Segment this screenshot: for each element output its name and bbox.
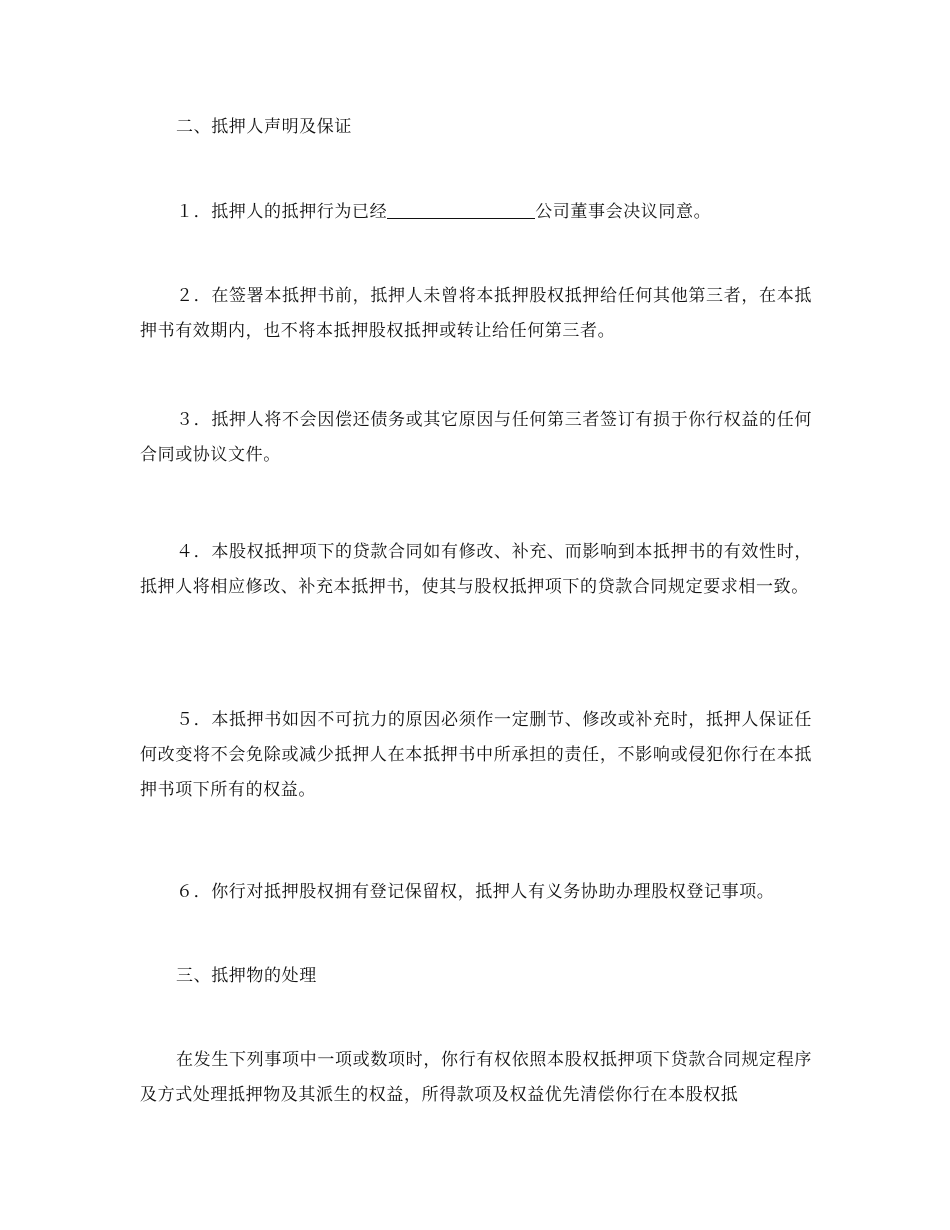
- section-heading-3: 三、抵押物的处理: [176, 966, 317, 986]
- clause-1: [140, 195, 812, 230]
- fill-in-blank[interactable]: [387, 202, 535, 219]
- clause-6: ６．你行对抵押股权拥有登记保留权，抵押人有义务协助办理股权登记事项。: [176, 882, 775, 902]
- section-3-body: 在发生下列事项中一项或数项时，你行有权依照本股权抵押项下贷款合同规定程序及方式处理抵押物及其派生的权益，所得款项及权益优先清偿你行在本股权抵: [140, 1050, 812, 1105]
- clause-1-text-before: １．抵押人的抵押行为已经: [176, 202, 388, 222]
- clause-1-text-after: 公司董事会决议同意。: [535, 202, 712, 222]
- clause-5: ５．本抵押书如因不可抗力的原因必须作一定删节、修改或补充时，抵押人保证任何改变将不会免除或减少抵押人在本抵押书中所承担的责任，不影响或侵犯你行在本抵押书项下所有的权益。: [140, 710, 812, 800]
- clause-3: ３．抵押人将不会因偿还债务或其它原因与任何第三者签订有损于你行权益的任何合同或协议文件。: [140, 410, 812, 465]
- section-heading-2: 二、抵押人声明及保证: [176, 117, 352, 137]
- clause-2: ２．在签署本抵押书前，抵押人未曾将本抵押股权抵押给任何其他第三者，在本抵押书有效期内，也不将本抵押股权抵押或转让给任何第三者。: [140, 286, 812, 341]
- clause-4: ４．本股权抵押项下的贷款合同如有修改、补充、而影响到本抵押书的有效性时，抵押人将相应修改、补充本抵押书，使其与股权抵押项下的贷款合同规定要求相一致。: [140, 542, 812, 597]
